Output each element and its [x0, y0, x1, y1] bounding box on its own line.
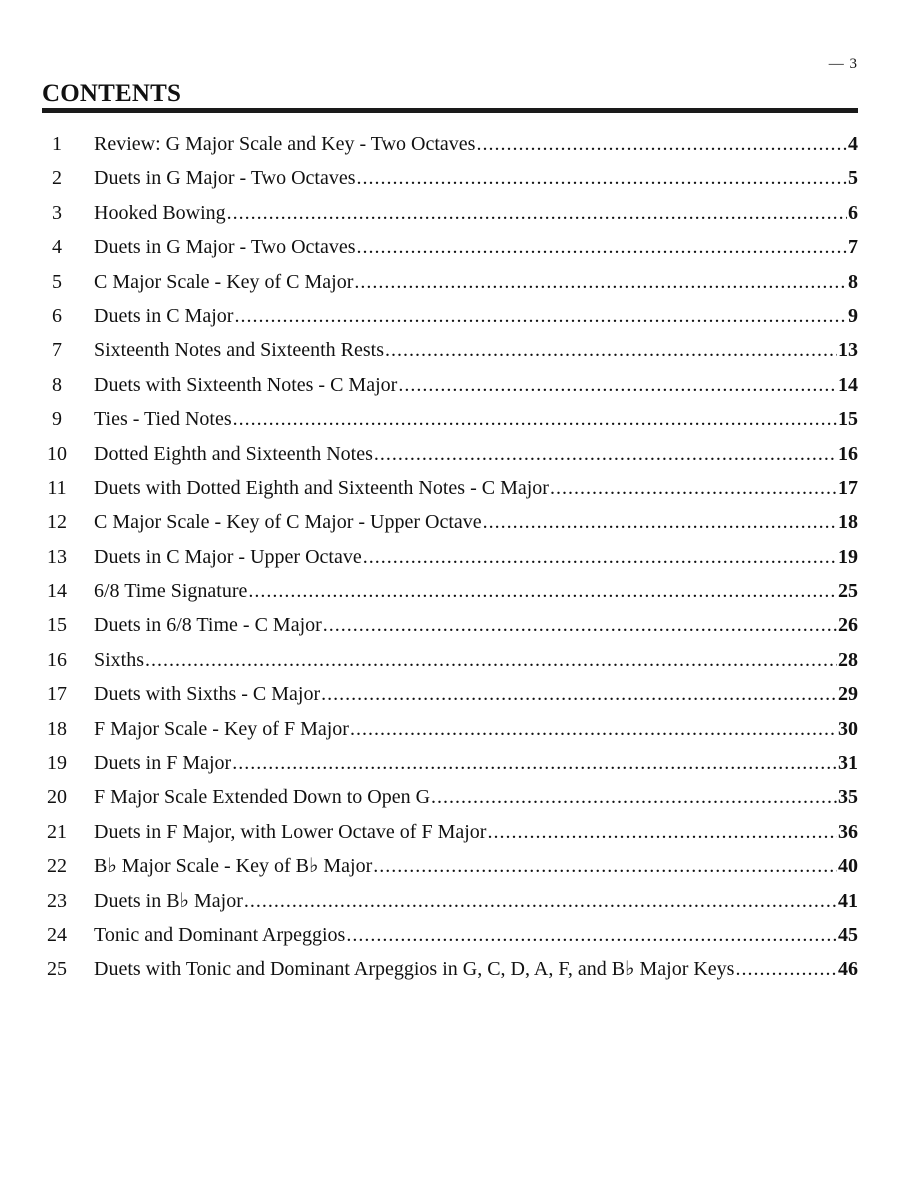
toc-entry-page: 14: [838, 373, 858, 396]
toc-entry[interactable]: [42, 230, 858, 264]
toc-entry-title: B♭ Major Scale - Key of B♭ Major: [94, 855, 373, 878]
toc-entry-number: 8: [52, 373, 62, 396]
title-rule: [42, 108, 858, 113]
toc-entry-title: Duets in F Major, with Lower Octave of F Major: [94, 820, 487, 843]
dot-leader: [248, 574, 837, 608]
toc-entry-number: 22: [47, 855, 67, 878]
toc-entry-title: Duets with Tonic and Dominant Arpeggios in G, C, D, A, F, and B♭ Major Keys: [94, 958, 735, 981]
toc-entry-number: 7: [52, 339, 62, 362]
toc-entry-number: 17: [47, 683, 67, 706]
toc-entry-number: 11: [47, 476, 67, 499]
toc-entry-number: 4: [52, 236, 62, 259]
toc-entry-page: 25: [838, 580, 858, 603]
toc-entry-page: 45: [838, 923, 858, 946]
dot-leader: [323, 608, 837, 642]
toc-entry-page: 40: [838, 855, 858, 878]
toc-entry[interactable]: [42, 677, 858, 711]
table-of-contents: [42, 127, 858, 987]
dot-leader: [354, 265, 847, 299]
toc-entry-number: 15: [47, 614, 67, 637]
dot-leader: [373, 849, 837, 883]
toc-entry[interactable]: [42, 608, 858, 642]
toc-entry[interactable]: [42, 574, 858, 608]
toc-entry-number: 13: [47, 545, 67, 568]
toc-entry-page: 46: [838, 958, 858, 981]
toc-entry-title: Duets in G Major - Two Octaves: [94, 167, 356, 190]
toc-entry[interactable]: [42, 780, 858, 814]
toc-entry-number: 20: [47, 786, 67, 809]
toc-entry-number: 18: [47, 717, 67, 740]
toc-entry-title: Sixths: [94, 648, 145, 671]
toc-entry-number: 19: [47, 752, 67, 775]
toc-entry-page: 6: [848, 201, 858, 224]
toc-entry-title: Duets in B♭ Major: [94, 889, 243, 912]
toc-entry[interactable]: [42, 952, 858, 986]
toc-entry-title: Ties - Tied Notes: [94, 408, 232, 431]
toc-entry-title: Duets in F Major: [94, 752, 232, 775]
toc-entry[interactable]: [42, 127, 858, 161]
toc-entry-title: Tonic and Dominant Arpeggios: [94, 923, 346, 946]
toc-entry-number: 10: [47, 442, 67, 465]
dot-leader: [483, 505, 837, 539]
toc-entry[interactable]: [42, 299, 858, 333]
toc-entry-title: F Major Scale Extended Down to Open G: [94, 786, 431, 809]
toc-entry-number: 9: [52, 408, 62, 431]
dot-leader: [145, 643, 837, 677]
dot-leader: [550, 471, 837, 505]
toc-entry-page: 35: [838, 786, 858, 809]
toc-entry[interactable]: [42, 643, 858, 677]
toc-entry-page: 19: [838, 545, 858, 568]
toc-entry-page: 28: [838, 648, 858, 671]
dot-leader: [232, 746, 837, 780]
toc-entry-title: Duets with Sixths - C Major: [94, 683, 321, 706]
toc-entry[interactable]: [42, 333, 858, 367]
dot-leader: [346, 918, 837, 952]
dot-leader: [350, 712, 837, 746]
toc-entry-title: F Major Scale - Key of F Major: [94, 717, 349, 740]
toc-entry-page: 31: [838, 752, 858, 775]
toc-entry-title: 6/8 Time Signature: [94, 580, 248, 603]
toc-entry[interactable]: [42, 815, 858, 849]
toc-entry-page: 17: [838, 476, 858, 499]
toc-entry-title: Duets with Dotted Eighth and Sixteenth Notes - C Major: [94, 476, 549, 499]
toc-entry[interactable]: [42, 161, 858, 195]
toc-entry-number: 12: [47, 511, 67, 534]
dot-leader: [357, 230, 847, 264]
toc-entry-title: C Major Scale - Key of C Major: [94, 270, 354, 293]
toc-entry[interactable]: [42, 849, 858, 883]
toc-entry-page: 8: [848, 270, 858, 293]
toc-entry-page: 16: [838, 442, 858, 465]
page-number: — 3: [828, 56, 858, 72]
toc-entry[interactable]: [42, 746, 858, 780]
toc-entry-number: 23: [47, 889, 67, 912]
toc-entry[interactable]: [42, 884, 858, 918]
dot-leader: [357, 161, 847, 195]
toc-entry-title: Duets in C Major: [94, 304, 234, 327]
toc-entry-page: 29: [838, 683, 858, 706]
toc-entry-number: 3: [52, 201, 62, 224]
dot-leader: [234, 299, 847, 333]
toc-entry-number: 5: [52, 270, 62, 293]
toc-entry-page: 9: [848, 304, 858, 327]
toc-entry-page: 36: [838, 820, 858, 843]
toc-entry-page: 13: [838, 339, 858, 362]
toc-entry-title: Duets in C Major - Upper Octave: [94, 545, 362, 568]
toc-entry-page: 7: [848, 236, 858, 259]
toc-entry-title: Sixteenth Notes and Sixteenth Rests: [94, 339, 384, 362]
toc-entry[interactable]: [42, 471, 858, 505]
toc-entry-title: Hooked Bowing: [94, 201, 226, 224]
dot-leader: [244, 884, 837, 918]
dot-leader: [431, 780, 837, 814]
dot-leader: [374, 437, 837, 471]
toc-entry-number: 25: [47, 958, 67, 981]
toc-entry-page: 30: [838, 717, 858, 740]
dot-leader: [735, 952, 837, 986]
dot-leader: [398, 368, 837, 402]
dot-leader: [321, 677, 837, 711]
toc-entry-number: 14: [47, 580, 67, 603]
toc-entry-number: 16: [47, 648, 67, 671]
toc-entry-title: Duets in 6/8 Time - C Major: [94, 614, 322, 637]
page-title: CONTENTS: [42, 80, 182, 107]
toc-entry-number: 24: [47, 923, 67, 946]
toc-entry-title: C Major Scale - Key of C Major - Upper Octave: [94, 511, 482, 534]
toc-entry-title: Dotted Eighth and Sixteenth Notes: [94, 442, 373, 465]
toc-entry-number: 2: [52, 167, 62, 190]
toc-entry-number: 1: [52, 133, 62, 155]
dot-leader: [487, 815, 837, 849]
toc-entry[interactable]: [42, 196, 858, 230]
toc-entry-page: 41: [838, 889, 858, 912]
toc-entry[interactable]: [42, 712, 858, 746]
toc-entry[interactable]: [42, 402, 858, 436]
toc-entry-number: 6: [52, 304, 62, 327]
dot-leader: [476, 127, 847, 161]
toc-entry-page: 5: [848, 167, 858, 190]
toc-entry[interactable]: [42, 540, 858, 574]
toc-entry-number: 21: [47, 820, 67, 843]
toc-entry-title: Review: G Major Scale and Key - Two Octaves: [94, 133, 476, 155]
toc-entry[interactable]: [42, 505, 858, 539]
dot-leader: [385, 333, 837, 367]
toc-entry-title: Duets with Sixteenth Notes - C Major: [94, 373, 398, 396]
toc-entry-title: Duets in G Major - Two Octaves: [94, 236, 356, 259]
toc-entry-page: 4: [848, 133, 858, 155]
toc-entry-page: 26: [838, 614, 858, 637]
dot-leader: [227, 196, 847, 230]
toc-entry[interactable]: [42, 368, 858, 402]
toc-entry[interactable]: [42, 265, 858, 299]
toc-entry-page: 18: [838, 511, 858, 534]
toc-entry-page: 15: [838, 408, 858, 431]
toc-entry[interactable]: [42, 437, 858, 471]
dot-leader: [363, 540, 837, 574]
toc-entry[interactable]: [42, 918, 858, 952]
dot-leader: [233, 402, 837, 436]
